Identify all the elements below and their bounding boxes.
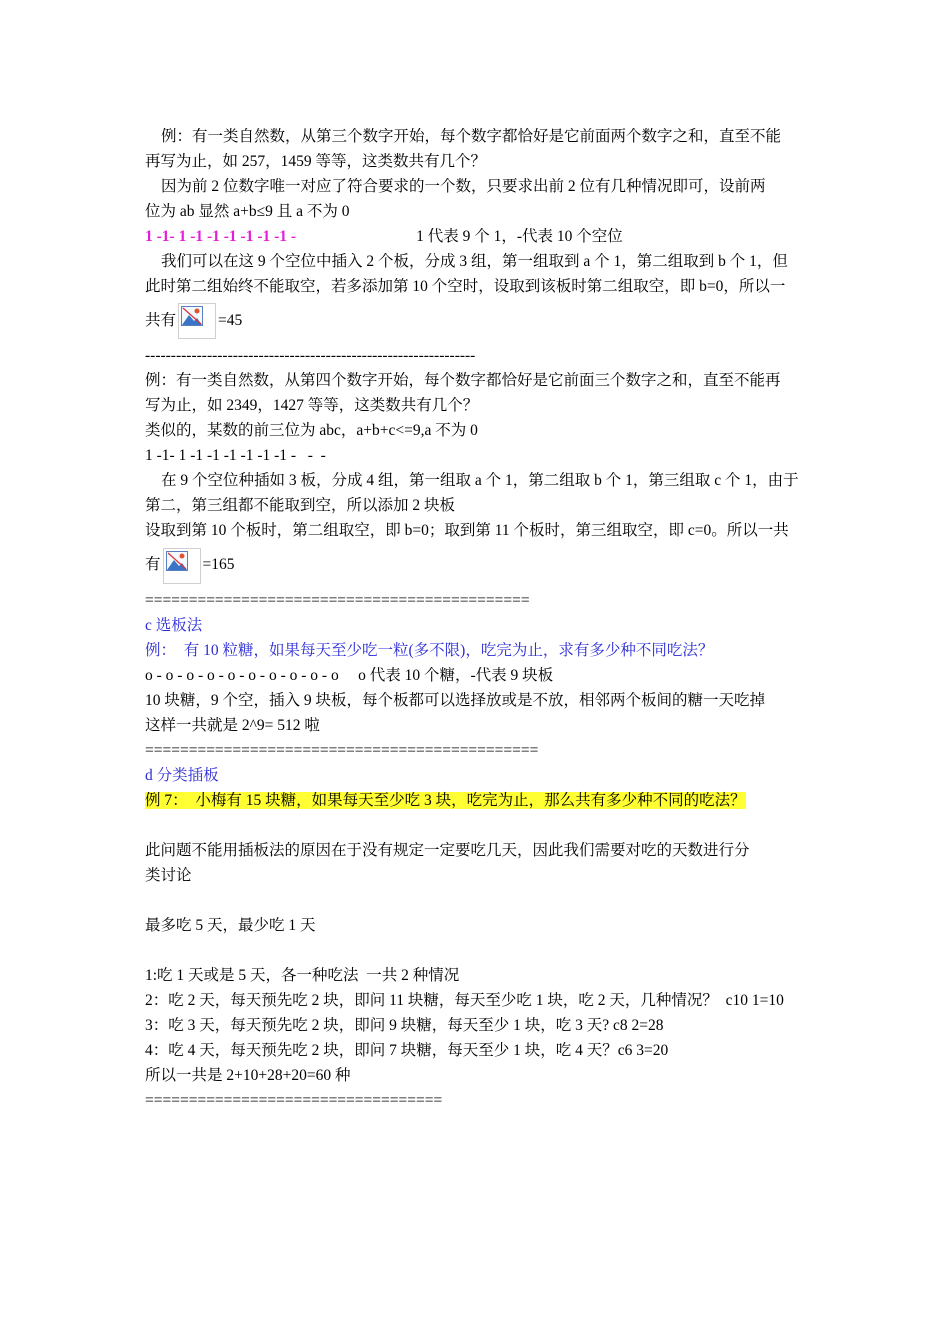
- result-b-prefix: 有: [145, 556, 161, 574]
- section-c-solution-1: 10 块糖，9 个空，插入 9 块板，每个板都可以选择放或是不放，相邻两个板间的糖一天吃掉: [145, 691, 766, 709]
- solution-a-line-3: 我们可以在这 9 个空位中插入 2 个板，分成 3 组，第一组取到 a 个 1，第二组取到 b 个 1，但: [161, 253, 788, 270]
- broken-image-icon: [178, 303, 216, 339]
- section-d-question-line: [145, 788, 810, 813]
- divider-equals: =============================================: [145, 741, 539, 759]
- section-d-case-3: 3：吃 3 天，每天预先吃 2 块，即问 9 块糖，每天至少 1 块，吃 3 天? c8 2=28: [145, 1016, 664, 1034]
- solution-b-line-3: 第二，第三组都不能取到空，所以添加 2 块板: [145, 497, 456, 515]
- blank-line: [145, 813, 810, 838]
- section-d-range: 最多吃 5 天，最少吃 1 天: [145, 916, 316, 934]
- section-c-question: 例： 有 10 粒糖，如果每天至少吃一粒(多不限)，吃完为止，求有多少种不同吃法？: [145, 641, 714, 659]
- divider-dashes: ----------------------------------------------------------------: [145, 347, 476, 365]
- example-b-line-2: 写为止，如 2349，1427 等等，这类数共有几个？: [145, 397, 479, 415]
- example-a-line-1: 例：有一类自然数，从第三个数字开始，每个数字都恰好是它前面两个数字之和，直至不能: [161, 128, 782, 145]
- section-d-case-4: 4：吃 4 天，每天预先吃 2 块，即问 7 块糖，每天至少 1 块，吃 4 天？c6 3=20: [145, 1041, 669, 1059]
- blank-line: [145, 888, 810, 913]
- blank-line: [145, 938, 810, 963]
- result-a-prefix: 共有: [145, 312, 177, 329]
- section-c-heading: c 选板法: [145, 616, 203, 634]
- section-d-case-2: 2：吃 2 天，每天预先吃 2 块，即问 11 块糖，每天至少吃 1 块，吃 2 天，几种情况？ c10 1=10: [145, 991, 784, 1009]
- solution-b-line-1: 类似的，某数的前三位为 abc，a+b+c<=9,a 不为 0: [145, 422, 478, 440]
- divider-equals: ============================================: [145, 591, 530, 609]
- pattern-a: 1 -1- 1 -1 -1 -1 -1 -1 -1 -: [145, 228, 297, 245]
- section-d-case-1: 1:吃 1 天或是 5 天，各一种吃法 一共 2 种情况: [145, 966, 460, 984]
- section-d-heading: d 分类插板: [145, 766, 219, 784]
- section-d-total: 所以一共是 2+10+28+20=60 种: [145, 1066, 351, 1084]
- solution-a-line-4: 此时第二组始终不能取空，若多添加第 10 个空时，设取到该板时第二组取空，即 b=0，所以一: [145, 278, 786, 295]
- section-c-pattern: o - o - o - o - o - o - o - o - o - o o 代表 10 个糖，-代表 9 块板: [145, 666, 554, 684]
- broken-image-icon: [163, 548, 201, 584]
- example-a-line-2: 再写为止，如 257，1459 等等，这类数共有几个？: [145, 153, 487, 170]
- section-d-text-2: 类讨论: [145, 866, 192, 884]
- result-b-line: [145, 547, 810, 583]
- document-page: [145, 124, 810, 1113]
- section-c-solution-2: 这样一共就是 2^9= 512 啦: [145, 716, 320, 734]
- pattern-a-note: 1 代表 9 个 1，-代表 10 个空位: [416, 228, 623, 245]
- solution-b-line-4: 设取到第 10 个板时，第二组取空，即 b=0；取到第 11 个板时，第三组取空，即 c=0。所以一共: [145, 522, 789, 540]
- result-b-value: =165: [202, 556, 235, 574]
- result-a-value: =45: [218, 312, 243, 329]
- solution-a-line-2: 位为 ab 显然 a+b≤9 且 a 不为 0: [145, 203, 350, 220]
- divider-equals: ==================================: [145, 1091, 443, 1109]
- result-a-line: [145, 303, 810, 339]
- pattern-line-a: [145, 224, 810, 249]
- solution-a-line-1: 因为前 2 位数字唯一对应了符合要求的一个数，只要求出前 2 位有几种情况即可，设前两: [161, 178, 766, 195]
- solution-b-line-2: 在 9 个空位种插如 3 板，分成 4 组，第一组取 a 个 1，第二组取 b 个 1，第三组取 c 个 1，由于: [161, 472, 799, 490]
- example-b-line-1: 例：有一类自然数，从第四个数字开始，每个数字都恰好是它前面三个数字之和，直至不能再: [145, 372, 781, 390]
- section-d-text-1: 此问题不能用插板法的原因在于没有规定一定要吃几天，因此我们需要对吃的天数进行分: [145, 841, 750, 859]
- pattern-b: 1 -1- 1 -1 -1 -1 -1 -1 -1 - - -: [145, 447, 326, 465]
- section-d-question: 例 7： 小梅有 15 块糖，如果每天至少吃 3 块，吃完为止，那么共有多少种不同的吃法？: [145, 791, 746, 809]
